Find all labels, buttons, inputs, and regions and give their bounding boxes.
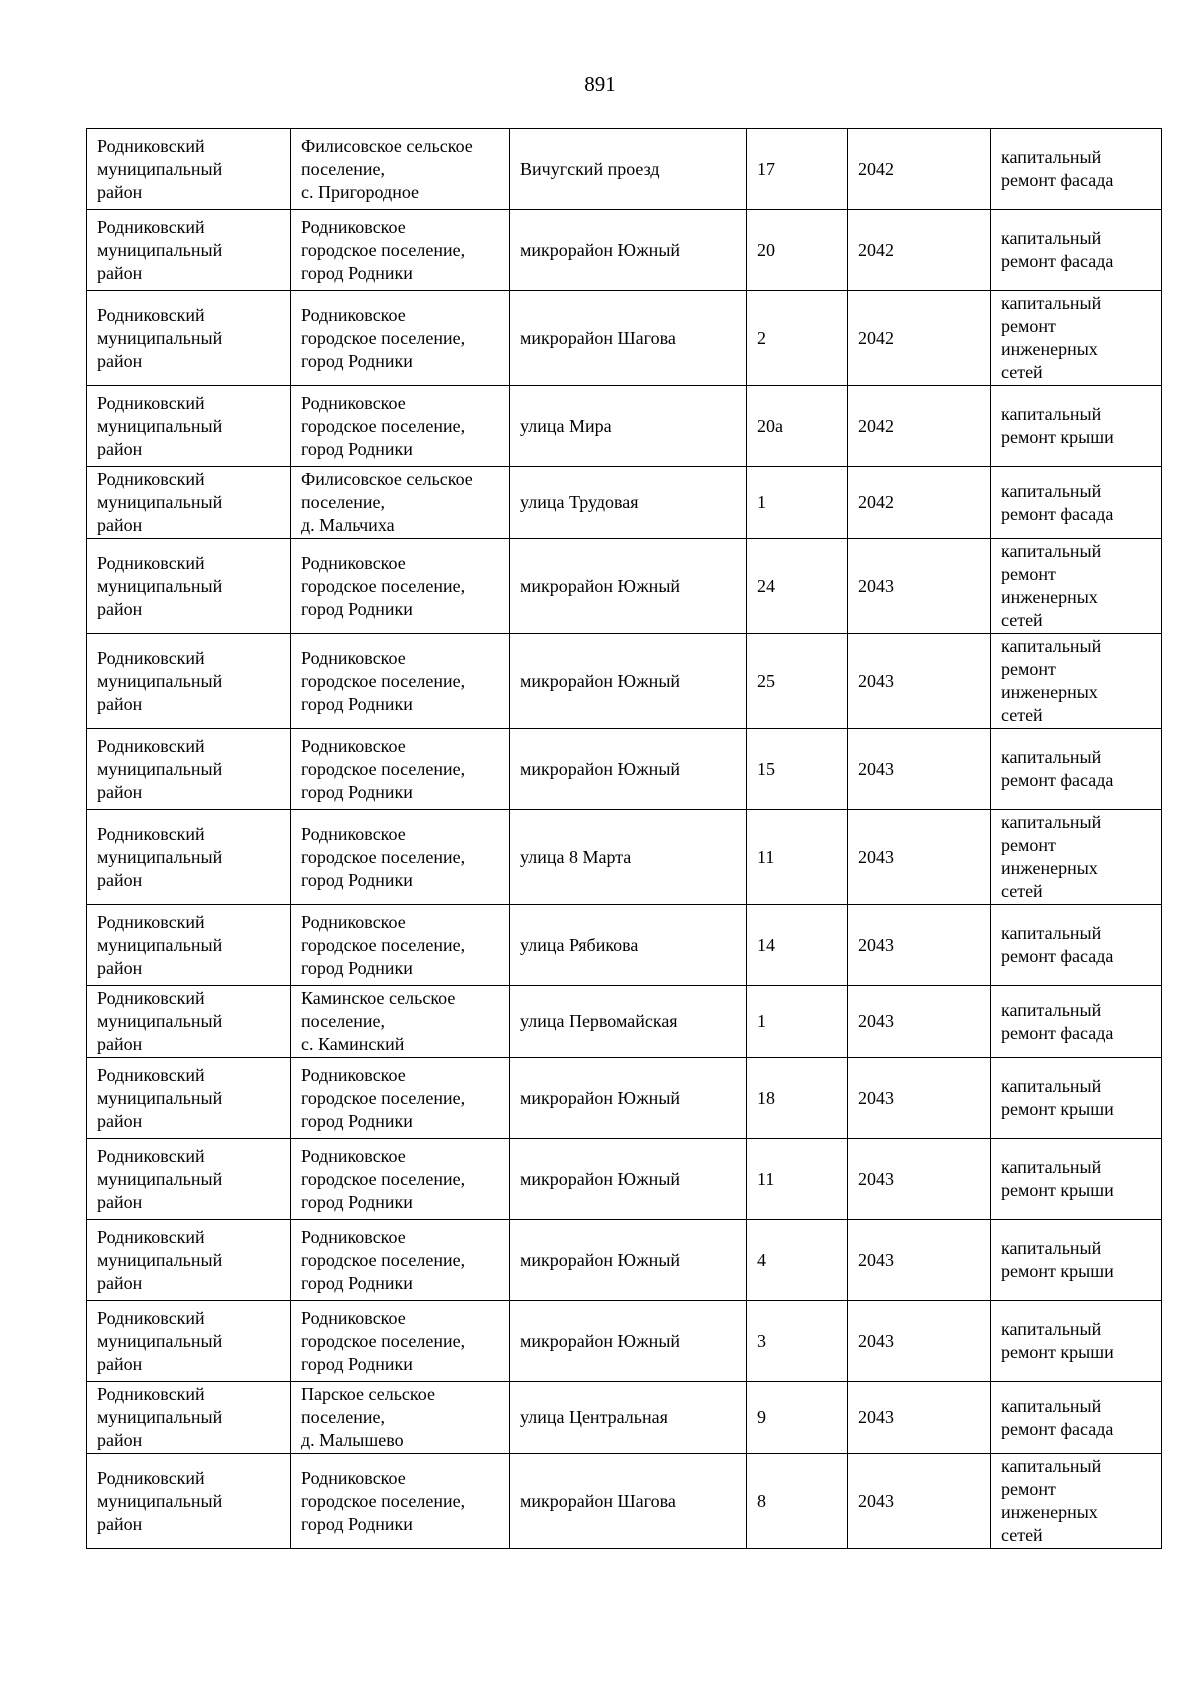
- table-row: [87, 1454, 1162, 1549]
- house-number-cell: [747, 210, 848, 291]
- year-cell: [848, 905, 991, 986]
- district-cell: [87, 1382, 291, 1454]
- table-row: [87, 729, 1162, 810]
- year-cell-text: 2043: [858, 846, 894, 867]
- house-number-cell-text: 1: [757, 492, 766, 512]
- district-cell-text: Родниковский муниципальный район: [97, 1384, 223, 1450]
- work-type-cell-text: капитальный ремонт крыши: [1001, 1238, 1114, 1281]
- street-cell-text: Вичугский проезд: [520, 158, 660, 179]
- settlement-cell-text: Родниковское городское поселение, город Родники: [301, 216, 466, 283]
- house-number-cell-text: 4: [757, 1249, 766, 1270]
- house-number-cell-text: 25: [757, 670, 775, 691]
- settlement-cell: [291, 810, 510, 905]
- district-cell: [87, 539, 291, 634]
- year-cell-text: 2043: [858, 1168, 894, 1189]
- house-number-cell: [747, 467, 848, 539]
- year-cell-text: 2043: [858, 1011, 894, 1031]
- house-number-cell-text: 14: [757, 934, 775, 955]
- street-cell: [510, 467, 747, 539]
- district-cell-text: Родниковский муниципальный район: [97, 1467, 223, 1534]
- district-cell-text: Родниковский муниципальный район: [97, 1064, 223, 1131]
- work-type-cell-text: капитальный ремонт фасада: [1001, 480, 1114, 524]
- street-cell-text: улица Первомайская: [520, 1011, 678, 1031]
- settlement-cell-text: Родниковское городское поселение, город Родники: [301, 823, 466, 890]
- district-cell-text: Родниковский муниципальный район: [97, 1307, 223, 1374]
- settlement-cell: [291, 1058, 510, 1139]
- district-cell-text: Родниковский муниципальный район: [97, 647, 223, 714]
- table-row: [87, 467, 1162, 539]
- street-cell: [510, 634, 747, 729]
- work-type-cell-text: капитальный ремонт инженерных сетей: [1001, 541, 1102, 630]
- district-cell-text: Родниковский муниципальный район: [97, 135, 223, 202]
- street-cell-text: улица Трудовая: [520, 492, 639, 512]
- year-cell-text: 2043: [858, 1087, 894, 1108]
- table-row: [87, 1301, 1162, 1382]
- district-cell: [87, 291, 291, 386]
- work-type-cell-text: капитальный ремонт фасада: [1001, 147, 1114, 190]
- district-cell-text: Родниковский муниципальный район: [97, 1226, 223, 1293]
- district-cell-text: Родниковский муниципальный район: [97, 823, 223, 890]
- work-type-cell: [991, 1301, 1162, 1382]
- settlement-cell: [291, 1454, 510, 1549]
- street-cell: [510, 291, 747, 386]
- settlement-cell-text: Родниковское городское поселение, город Родники: [301, 392, 466, 459]
- house-number-cell-text: 2: [757, 327, 766, 348]
- district-cell: [87, 810, 291, 905]
- work-type-cell-text: капитальный ремонт инженерных сетей: [1001, 812, 1102, 901]
- work-type-cell: [991, 634, 1162, 729]
- work-type-cell-text: капитальный ремонт фасада: [1001, 747, 1114, 790]
- table-row: [87, 1058, 1162, 1139]
- work-type-cell-text: капитальный ремонт фасада: [1001, 1395, 1114, 1439]
- year-cell-text: 2043: [858, 1407, 894, 1427]
- settlement-cell: [291, 467, 510, 539]
- work-type-cell-text: капитальный ремонт крыши: [1001, 1157, 1114, 1200]
- district-cell-text: Родниковский муниципальный район: [97, 392, 223, 459]
- settlement-cell-text: Родниковское городское поселение, город Родники: [301, 1467, 466, 1534]
- year-cell-text: 2042: [858, 327, 894, 348]
- work-type-cell: [991, 1454, 1162, 1549]
- work-type-cell: [991, 1220, 1162, 1301]
- work-type-cell-text: капитальный ремонт фасада: [1001, 228, 1114, 271]
- street-cell: [510, 1301, 747, 1382]
- year-cell-text: 2042: [858, 415, 894, 436]
- settlement-cell-text: Родниковское городское поселение, город Родники: [301, 647, 466, 714]
- work-type-cell: [991, 386, 1162, 467]
- table-row: [87, 1220, 1162, 1301]
- house-number-cell: [747, 291, 848, 386]
- work-type-cell: [991, 810, 1162, 905]
- district-cell: [87, 905, 291, 986]
- district-cell: [87, 1301, 291, 1382]
- district-cell: [87, 1058, 291, 1139]
- work-type-cell-text: капитальный ремонт инженерных сетей: [1001, 1456, 1102, 1545]
- housing-repair-table: [86, 128, 1162, 1549]
- district-cell: [87, 986, 291, 1058]
- settlement-cell-text: Родниковское городское поселение, город Родники: [301, 1064, 466, 1131]
- work-type-cell: [991, 291, 1162, 386]
- table-row: [87, 1139, 1162, 1220]
- street-cell-text: микрорайон Южный: [520, 1249, 681, 1270]
- street-cell-text: микрорайон Южный: [520, 758, 681, 779]
- table-row: [87, 634, 1162, 729]
- street-cell: [510, 386, 747, 467]
- house-number-cell-text: 3: [757, 1330, 766, 1351]
- house-number-cell: [747, 386, 848, 467]
- street-cell: [510, 129, 747, 210]
- year-cell: [848, 986, 991, 1058]
- street-cell: [510, 1058, 747, 1139]
- settlement-cell: [291, 729, 510, 810]
- settlement-cell-text: Каминское сельское поселение, с. Каминский: [301, 988, 456, 1054]
- street-cell-text: микрорайон Шагова: [520, 327, 676, 348]
- district-cell: [87, 386, 291, 467]
- district-cell: [87, 1220, 291, 1301]
- work-type-cell-text: капитальный ремонт инженерных сетей: [1001, 636, 1102, 725]
- settlement-cell: [291, 634, 510, 729]
- house-number-cell-text: 11: [757, 846, 775, 867]
- table-row: [87, 210, 1162, 291]
- house-number-cell: [747, 905, 848, 986]
- work-type-cell: [991, 210, 1162, 291]
- year-cell: [848, 1220, 991, 1301]
- settlement-cell-text: Родниковское городское поселение, город Родники: [301, 911, 466, 978]
- table-row: [87, 986, 1162, 1058]
- table-row: [87, 129, 1162, 210]
- settlement-cell: [291, 291, 510, 386]
- year-cell: [848, 467, 991, 539]
- street-cell: [510, 1382, 747, 1454]
- street-cell: [510, 810, 747, 905]
- year-cell: [848, 1139, 991, 1220]
- year-cell-text: 2042: [858, 158, 894, 179]
- settlement-cell-text: Филисовское сельское поселение, д. Мальчиха: [301, 469, 473, 535]
- settlement-cell: [291, 539, 510, 634]
- house-number-cell: [747, 986, 848, 1058]
- street-cell-text: микрорайон Южный: [520, 1168, 681, 1189]
- settlement-cell-text: Родниковское городское поселение, город Родники: [301, 1307, 466, 1374]
- year-cell-text: 2043: [858, 758, 894, 779]
- house-number-cell-text: 8: [757, 1490, 766, 1511]
- work-type-cell-text: капитальный ремонт крыши: [1001, 404, 1114, 447]
- street-cell: [510, 1220, 747, 1301]
- district-cell: [87, 634, 291, 729]
- work-type-cell: [991, 905, 1162, 986]
- district-cell-text: Родниковский муниципальный район: [97, 911, 223, 978]
- work-type-cell: [991, 539, 1162, 634]
- year-cell: [848, 1301, 991, 1382]
- settlement-cell: [291, 1220, 510, 1301]
- house-number-cell-text: 17: [757, 158, 775, 179]
- district-cell: [87, 1139, 291, 1220]
- settlement-cell-text: Родниковское городское поселение, город Родники: [301, 1145, 466, 1212]
- district-cell-text: Родниковский муниципальный район: [97, 216, 223, 283]
- table-row: [87, 539, 1162, 634]
- district-cell-text: Родниковский муниципальный район: [97, 1145, 223, 1212]
- year-cell-text: 2043: [858, 670, 894, 691]
- table-row: [87, 1382, 1162, 1454]
- year-cell: [848, 1454, 991, 1549]
- year-cell: [848, 1382, 991, 1454]
- house-number-cell: [747, 1139, 848, 1220]
- house-number-cell: [747, 729, 848, 810]
- house-number-cell-text: 11: [757, 1168, 775, 1189]
- table-row: [87, 905, 1162, 986]
- settlement-cell-text: Родниковское городское поселение, город Родники: [301, 552, 466, 619]
- year-cell-text: 2043: [858, 934, 894, 955]
- district-cell-text: Родниковский муниципальный район: [97, 735, 223, 802]
- street-cell-text: улица 8 Марта: [520, 846, 632, 867]
- work-type-cell: [991, 729, 1162, 810]
- house-number-cell: [747, 634, 848, 729]
- street-cell-text: микрорайон Южный: [520, 1087, 681, 1108]
- district-cell: [87, 1454, 291, 1549]
- year-cell: [848, 539, 991, 634]
- year-cell: [848, 810, 991, 905]
- house-number-cell: [747, 129, 848, 210]
- settlement-cell: [291, 1139, 510, 1220]
- house-number-cell: [747, 1454, 848, 1549]
- page-number: 891: [584, 72, 616, 96]
- house-number-cell-text: 20а: [757, 415, 783, 436]
- year-cell: [848, 634, 991, 729]
- house-number-cell: [747, 539, 848, 634]
- street-cell: [510, 986, 747, 1058]
- house-number-cell-text: 15: [757, 758, 775, 779]
- district-cell: [87, 729, 291, 810]
- settlement-cell: [291, 129, 510, 210]
- settlement-cell: [291, 210, 510, 291]
- work-type-cell-text: капитальный ремонт крыши: [1001, 1319, 1114, 1362]
- work-type-cell-text: капитальный ремонт фасада: [1001, 999, 1114, 1043]
- year-cell: [848, 210, 991, 291]
- settlement-cell-text: Родниковское городское поселение, город Родники: [301, 304, 466, 371]
- table-row: [87, 810, 1162, 905]
- district-cell: [87, 129, 291, 210]
- year-cell-text: 2043: [858, 575, 894, 596]
- work-type-cell: [991, 467, 1162, 539]
- street-cell-text: микрорайон Южный: [520, 239, 681, 260]
- district-cell-text: Родниковский муниципальный район: [97, 304, 223, 371]
- house-number-cell: [747, 810, 848, 905]
- year-cell: [848, 129, 991, 210]
- work-type-cell: [991, 1139, 1162, 1220]
- street-cell-text: микрорайон Южный: [520, 575, 681, 596]
- year-cell: [848, 1058, 991, 1139]
- street-cell: [510, 210, 747, 291]
- house-number-cell: [747, 1220, 848, 1301]
- district-cell: [87, 210, 291, 291]
- street-cell: [510, 539, 747, 634]
- house-number-cell: [747, 1382, 848, 1454]
- year-cell: [848, 729, 991, 810]
- work-type-cell: [991, 1058, 1162, 1139]
- work-type-cell: [991, 986, 1162, 1058]
- house-number-cell-text: 18: [757, 1087, 775, 1108]
- year-cell-text: 2042: [858, 239, 894, 260]
- district-cell-text: Родниковский муниципальный район: [97, 988, 223, 1054]
- work-type-cell: [991, 129, 1162, 210]
- district-cell: [87, 467, 291, 539]
- house-number-cell-text: 9: [757, 1407, 766, 1427]
- work-type-cell-text: капитальный ремонт инженерных сетей: [1001, 293, 1102, 382]
- year-cell: [848, 291, 991, 386]
- work-type-cell-text: капитальный ремонт крыши: [1001, 1076, 1114, 1119]
- house-number-cell-text: 20: [757, 239, 775, 260]
- street-cell-text: микрорайон Южный: [520, 1330, 681, 1351]
- district-cell-text: Родниковский муниципальный район: [97, 552, 223, 619]
- street-cell-text: улица Центральная: [520, 1407, 668, 1427]
- settlement-cell: [291, 986, 510, 1058]
- district-cell-text: Родниковский муниципальный район: [97, 469, 223, 535]
- house-number-cell: [747, 1058, 848, 1139]
- street-cell-text: микрорайон Шагова: [520, 1490, 676, 1511]
- street-cell: [510, 729, 747, 810]
- year-cell: [848, 386, 991, 467]
- settlement-cell-text: Родниковское городское поселение, город Родники: [301, 1226, 466, 1293]
- year-cell-text: 2042: [858, 492, 894, 512]
- work-type-cell: [991, 1382, 1162, 1454]
- settlement-cell: [291, 1301, 510, 1382]
- street-cell-text: улица Рябикова: [520, 934, 639, 955]
- street-cell: [510, 1454, 747, 1549]
- street-cell: [510, 1139, 747, 1220]
- year-cell-text: 2043: [858, 1249, 894, 1270]
- work-type-cell-text: капитальный ремонт фасада: [1001, 923, 1114, 966]
- year-cell-text: 2043: [858, 1490, 894, 1511]
- house-number-cell-text: 24: [757, 575, 775, 596]
- street-cell-text: микрорайон Южный: [520, 670, 681, 691]
- table-row: [87, 386, 1162, 467]
- settlement-cell: [291, 905, 510, 986]
- house-number-cell: [747, 1301, 848, 1382]
- settlement-cell-text: Парское сельское поселение, д. Малышево: [301, 1384, 435, 1450]
- street-cell: [510, 905, 747, 986]
- house-number-cell-text: 1: [757, 1011, 766, 1031]
- settlement-cell: [291, 1382, 510, 1454]
- settlement-cell: [291, 386, 510, 467]
- settlement-cell-text: Филисовское сельское поселение, с. Пригородное: [301, 135, 473, 202]
- year-cell-text: 2043: [858, 1330, 894, 1351]
- table-body: [87, 129, 1162, 1549]
- settlement-cell-text: Родниковское городское поселение, город Родники: [301, 735, 466, 802]
- street-cell-text: улица Мира: [520, 415, 612, 436]
- table-row: [87, 291, 1162, 386]
